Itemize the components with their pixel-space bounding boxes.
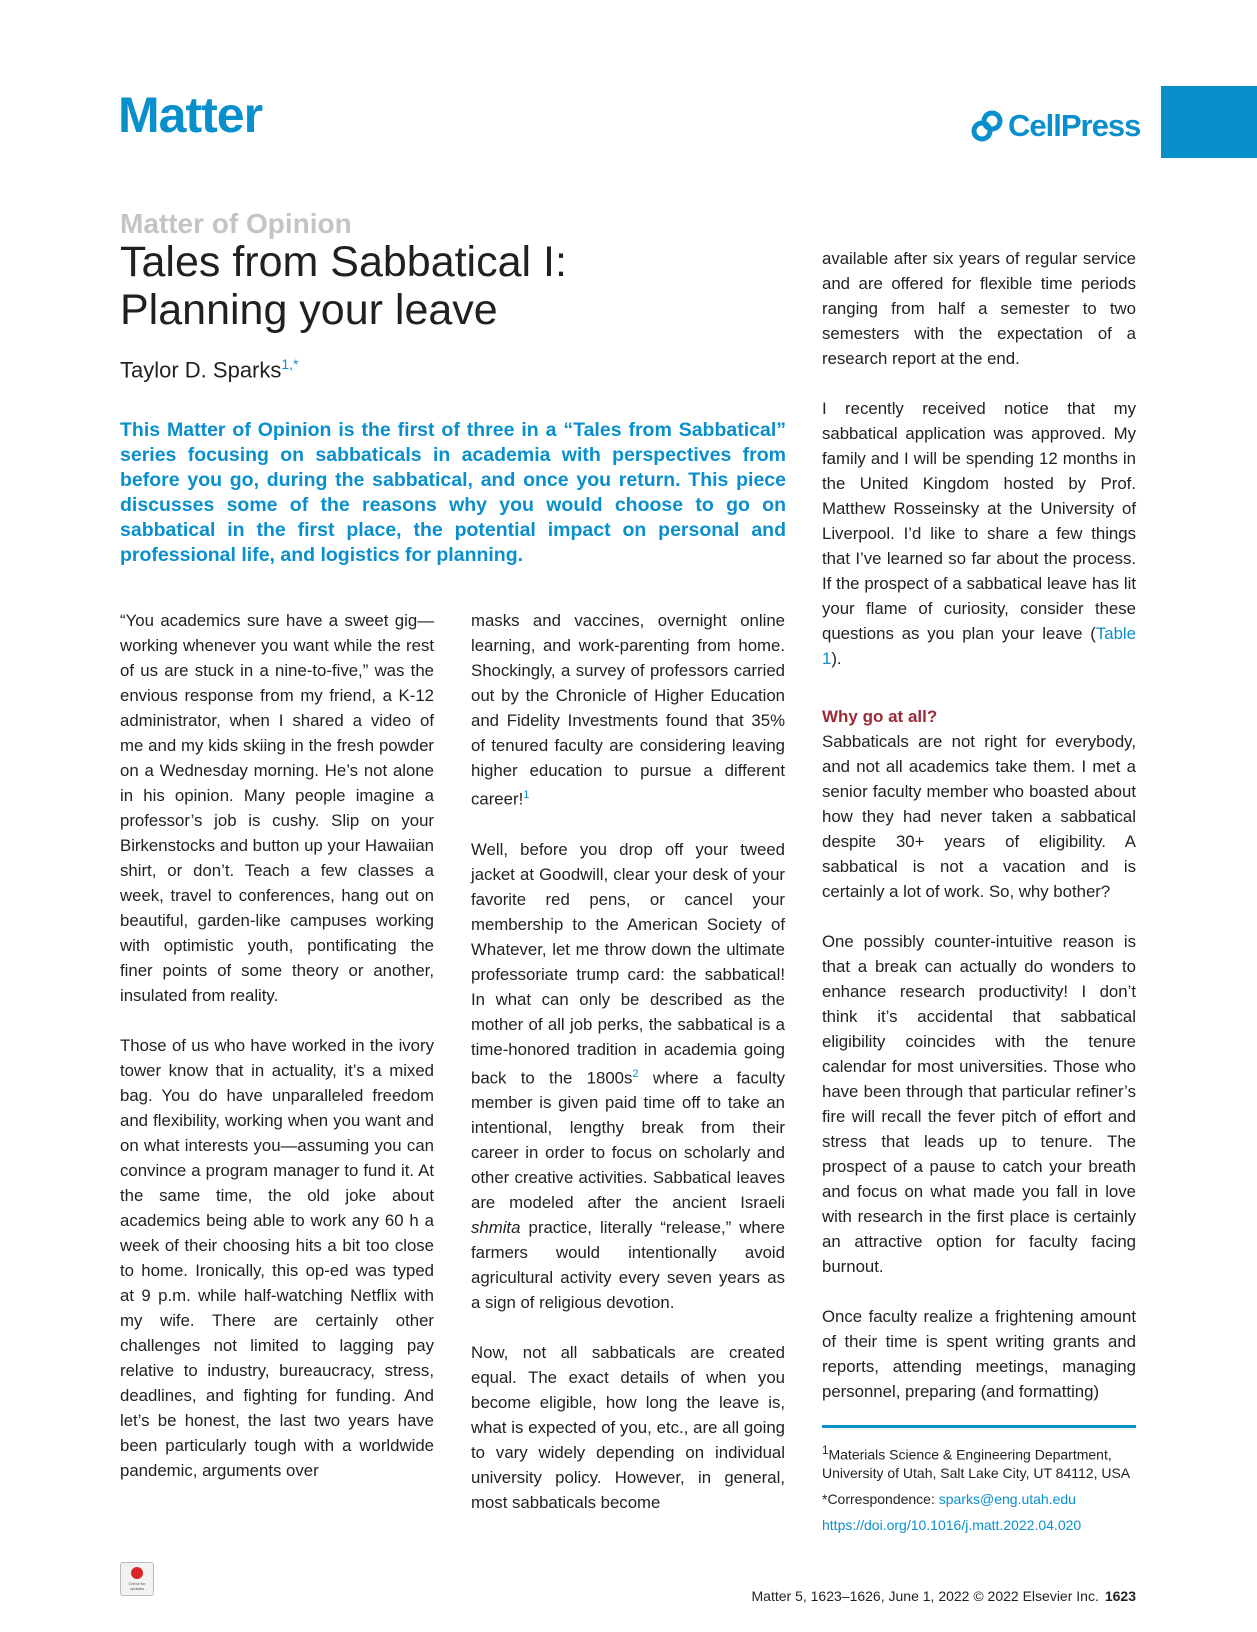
table-link[interactable]: Table 1: [822, 624, 1136, 668]
paragraph: One possibly counter-intuitive reason is that a break can actually do wonders to enhance research productivity! I don’t think it’s accidental that sabbatical eligibility coincides with the tenure calendar for most universities. Those who have been through that particular refiner’s fire will recall the fever pitch of effort and stress that leads up to tenure. The prospect of a pause to catch your breath and focus on what made you fall in love with research in the first place is certainly an attractive option for faculty facing burnout.: [822, 932, 1136, 1276]
citation: Matter 5, 1623–1626, June 1, 2022 © 2022 Elsevier Inc.: [751, 1588, 1099, 1604]
correspondence: *Correspondence: sparks@eng.utah.edu: [822, 1490, 1076, 1507]
check-for-updates-badge[interactable]: [120, 1562, 154, 1596]
column-3: [822, 246, 1136, 671]
paragraph: masks and vaccines, overnight online learning, and work-parenting from home. Shockingly, a survey of professors carried out by the Chronicle of Higher Education and Fidelity Investments found that 35% of tenured faculty are considering leaving higher education to pursue a different career!$^1$: [471, 611, 785, 809]
journal-title: Matter: [118, 87, 263, 143]
paragraph: Once faculty realize a frightening amount of their time is spent writing grants and reports, attending meetings, managing personnel, preparing (and formatting): [822, 1307, 1136, 1401]
author: [120, 356, 299, 383]
author-affiliation-link[interactable]: 1,*: [281, 356, 299, 372]
footnotes: [822, 1442, 1142, 1542]
publisher-logo: [970, 104, 1140, 148]
section-label: Matter of Opinion: [120, 208, 352, 239]
title-line-1: Tales from Sabbatical I:: [120, 238, 567, 286]
abstract: This Matter of Opinion is the first of three in a “Tales from Sabbatical” series focusing on sabbaticals in academia with perspectives from before you go, during the sabbatical, and once you return. This piece discusses some of the reasons why you would choose to go on sabbatical in the first place, the potential impact on personal and professional life, and logistics for planning.: [120, 419, 786, 566]
doi-link[interactable]: https://doi.org/10.1016/j.matt.2022.04.020: [822, 1516, 1082, 1533]
reference-link[interactable]: 2: [632, 1067, 639, 1080]
color-tab: [1161, 86, 1257, 158]
paragraph: Sabbaticals are not right for everybody, and not all academics take them. I met a senior faculty member who boasted about how they had never taken a sabbatical despite 30+ years of eligibility. A sabbatical is not a vacation and is certainly a lot of work. So, why bother?: [822, 732, 1136, 901]
paragraph: Well, before you drop off your tweed jacket at Goodwill, clear your desk of your favorite red pens, or cancel your membership to the American Society of Whatever, let me throw down the ultimate professoriate trump card: the sabbatical! In what can only be described as the mother of all job perks, the sabbatical is a time-honored tradition in academia going back to the 1800s$^2$ where a faculty member is given paid time off to take an intentional, lengthy break from their career in order to focus on scholarly and other creative activities. Sabbatical leaves are modeled after the ancient Israeli shmita practice, literally “release,” where farmers would intentionally avoid agricultural activity every seven years as a sign of religious devotion.: [471, 839, 786, 1313]
doi: [822, 1516, 1142, 1534]
email-link[interactable]: sparks@eng.utah.edu: [938, 1490, 1076, 1507]
cellpress-icon: [970, 109, 1004, 143]
paragraph: “You academics sure have a sweet gig—working whenever you want while the rest of us are stuck in a nine-to-five,” was the envious response from my friend, a K-12 administrator, when I shared a video of me and my kids skiing in the fresh powder on a Wednesday morning. He’s not alone in his opinion. Many people imagine a professor’s job is cushy. Slip on your Birkenstocks and button up your Hawaiian shirt, or don’t. Teach a few classes a week, travel to conferences, hang out on beautiful, garden-like campuses working with optimistic youth, pontificating the finer points of some theory or another, insulated from reality.: [120, 611, 434, 1005]
paragraph: Now, not all sabbaticals are created equal. The exact details of when you become eligible, how long the leave is, what is expected of you, etc., are all going to vary widely depending on individual university policy. However, in general, most sabbaticals become: [471, 1343, 785, 1513]
column-2: [471, 608, 785, 1515]
paragraph: Those of us who have worked in the ivory tower know that in actuality, it’s a mixed bag. You do have unparalleled freedom and flexibility, working when you want and on what interests you—assuming you can convince a program manager to fund it. At the same time, the old joke about academics being able to work any 60 h a week of their choosing hits a bit too close to home. Ironically, this op-ed was typed at 9 p.m. while half-watching Netflix with my wife. There are certainly other challenges not limited to lagging pay relative to industry, bureaucracy, stress, deadlines, and fighting for funding. And let’s be honest, the last two years have been particularly tough with a worldwide pandemic, arguments over: [120, 1036, 434, 1480]
affiliation: $^1$Materials Science & Engineering Department, University of Utah, Salt Lake City, UT 84112, USA: [822, 1444, 1131, 1481]
reference-link[interactable]: 1: [523, 789, 530, 801]
column-3-section: [822, 704, 1136, 1404]
article-title: [120, 238, 567, 334]
footnote-divider: [822, 1425, 1136, 1428]
title-line-2: Planning your leave: [120, 286, 498, 334]
author-name: Taylor D. Sparks: [120, 357, 282, 383]
section-heading: Why go at all?: [822, 707, 938, 726]
paragraph: available after six years of regular service and are offered for flexible time periods ranging from half a semester to two semesters with the expectation of a research report at the end.: [822, 249, 1136, 368]
paragraph: I recently received notice that my sabbatical application was approved. My family and I will be spending 12 months in the United Kingdom hosted by Prof. Matthew Rosseinsky at the University of Liverpool. I’d like to share a few things that I’ve learned so far about the process. If the prospect of a sabbatical leave has lit your flame of curiosity, consider these questions as you plan your leave (Table 1).: [822, 399, 1136, 668]
badge-label: Check for updates: [128, 1581, 146, 1591]
page-footer: [752, 1588, 1136, 1604]
column-1: [120, 608, 434, 1483]
page-number: 1623: [1104, 1588, 1136, 1604]
bookmark-icon: [131, 1567, 143, 1579]
publisher-name: CellPress: [1008, 108, 1141, 143]
